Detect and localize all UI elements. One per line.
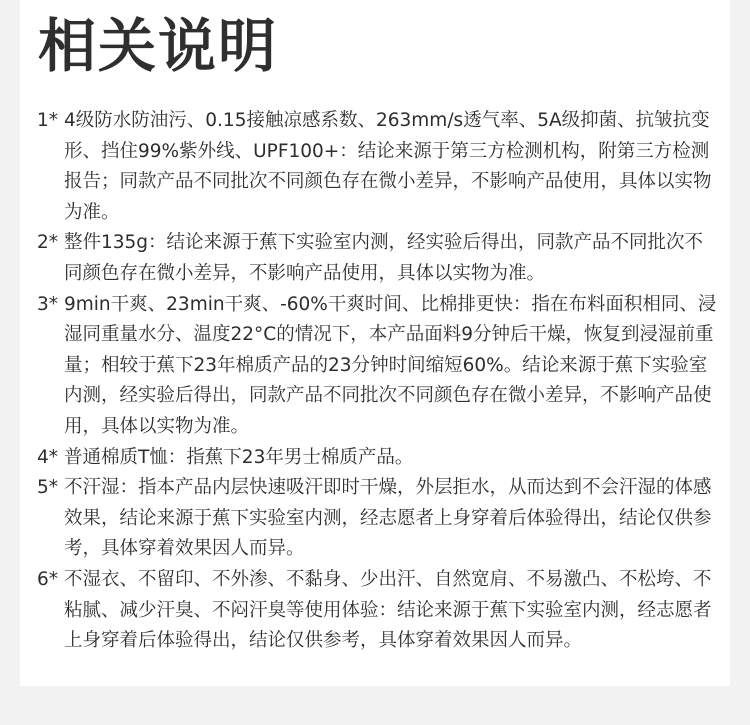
- notes-card: [20, 0, 730, 686]
- note-item-2: [37, 228, 717, 289]
- note-text: 4级防水防油污、0.15接触凉感系数、263mm/s透气率、5A级抑菌、抗皱抗变形、挡住99%紫外线、UPF100+：结论来源于第三方检测机构，附第三方检测报告；同款产品不同批次不同颜色存在微小差异，不影响产品使用，具体以实物为准。: [64, 110, 712, 223]
- note-item-1: [37, 106, 717, 228]
- note-marker: 2*: [37, 232, 59, 254]
- note-text: 不湿衣、不留印、不外渗、不黏身、少出汗、自然宽肩、不易激凸、不松垮、不粘腻、减少汗臭、不闷汗臭等使用体验：结论来源于蕉下实验室内测，经志愿者上身穿着后体验得出，结论仅供参考，具体穿着效果因人而异。: [64, 568, 712, 652]
- note-marker: 4*: [37, 446, 59, 468]
- page-title: 相关说明: [38, 12, 279, 80]
- note-text: 普通棉质T恤：指蕉下23年男士棉质产品。: [64, 446, 414, 468]
- note-marker: 1*: [37, 110, 59, 131]
- note-text: 不汗湿：指本产品内层快速吸汗即时干燥，外层拒水，从而达到不会汗湿的体感效果，结论来源于蕉下实验室内测，经志愿者上身穿着后体验得出，结论仅供参考，具体穿着效果因人而异。: [64, 477, 712, 560]
- note-marker: 3*: [37, 293, 59, 315]
- note-text: 整件135g：结论来源于蕉下实验室内测，经实验后得出，同款产品不同批次不同颜色存在微小差异，不影响产品使用，具体以实物为准。: [64, 232, 704, 284]
- note-marker: 6*: [37, 568, 59, 590]
- note-item-4: [37, 443, 717, 474]
- note-marker: 5*: [37, 477, 59, 499]
- note-item-3: [37, 290, 717, 443]
- notes-list: [37, 106, 717, 657]
- note-text: 9min干爽、23min干爽、-60%干爽时间、比棉排更快：指在布料面积相同、浸湿同重量水分、温度22°C的情况下，本产品面料9分钟后干燥，恢复到浸湿前重量；相较于蕉下23年棉质产品的23分钟时间缩短60%。结论来源于蕉下实验室内测，经实验后得出，同款产品不同批次不同颜色存在微小差异，不影响产品使用，具体以实物为准。: [64, 293, 717, 437]
- note-item-5: [37, 473, 717, 565]
- note-item-6: [37, 565, 717, 657]
